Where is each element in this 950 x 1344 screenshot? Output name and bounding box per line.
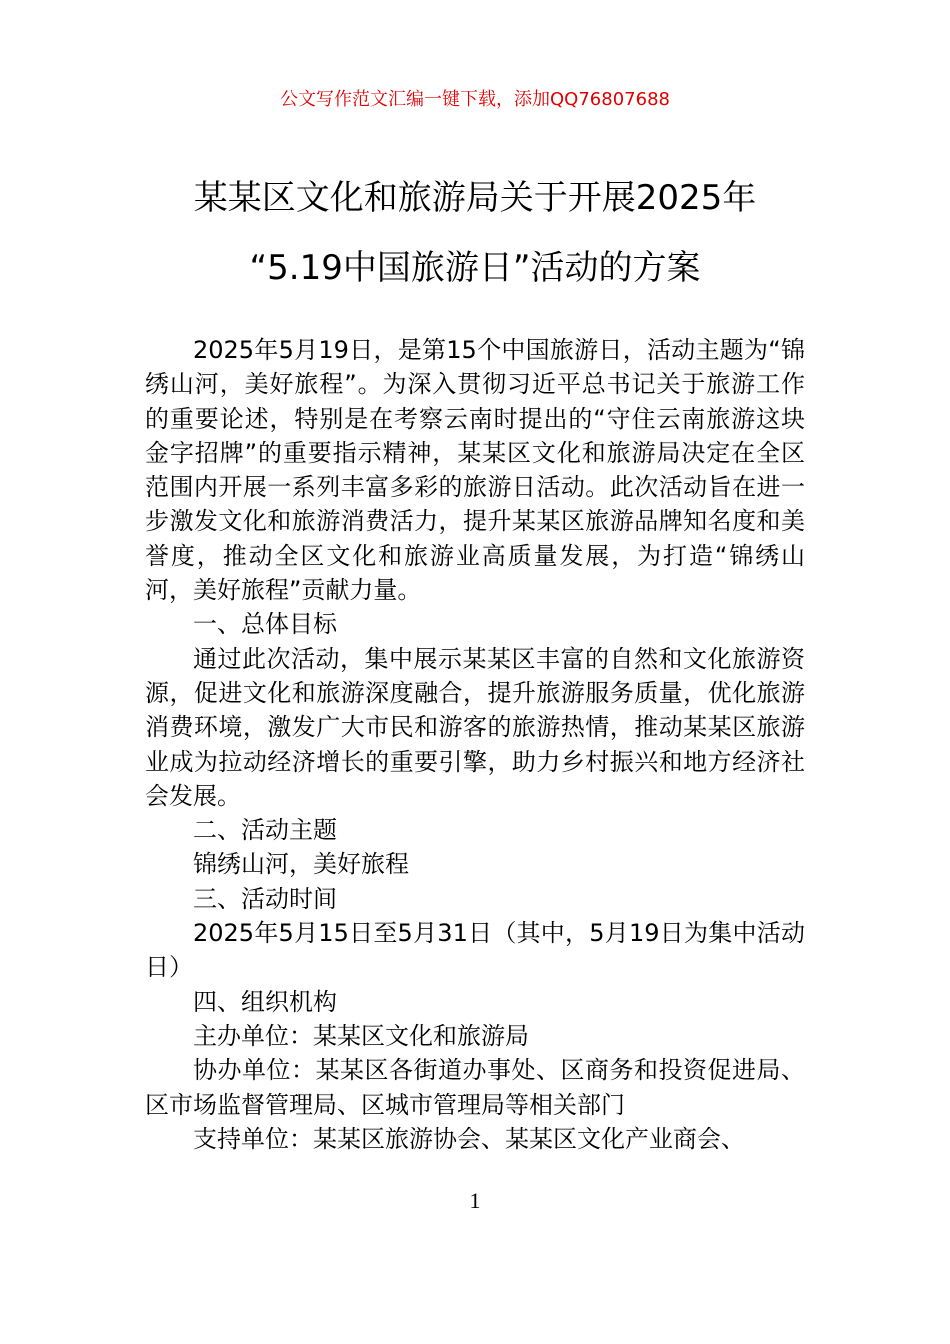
- page-number: 1: [469, 1188, 481, 1213]
- document-body: [145, 333, 805, 1156]
- co-host-paragraph: 协办单位：某某区各街道办事处、区商务和投资促进局、区市场监督管理局、区城市管理局等相关部门: [145, 1056, 805, 1119]
- section-heading-time: 三、活动时间: [193, 884, 337, 913]
- goals-paragraph: 通过此次活动，集中展示某某区丰富的自然和文化旅游资源，促进文化和旅游深度融合，提升旅游服务质量，优化旅游消费环境，激发广大市民和游客的旅游热情，推动某某区旅游业成为拉动经济增长的重要引擎，助力乡村振兴和地方经济社会发展。: [145, 644, 805, 810]
- section-heading-organization: 四、组织机构: [193, 987, 337, 1016]
- promo-banner: 公文写作范文汇编一键下载，添加QQ76807688: [280, 89, 670, 110]
- document-title-line-2: “5.19中国旅游日”活动的方案: [249, 248, 701, 288]
- support-paragraph: 支持单位：某某区旅游协会、某某区文化产业商会、: [193, 1124, 745, 1153]
- document-title-line-1: 某某区文化和旅游局关于开展2025年: [193, 178, 757, 218]
- theme-paragraph: 锦绣山河，美好旅程: [193, 850, 409, 879]
- host-paragraph: 主办单位：某某区文化和旅游局: [193, 1021, 529, 1050]
- time-paragraph: 2025年5月15日至5月31日（其中，5月19日为集中活动日）: [145, 919, 805, 982]
- intro-paragraph: 2025年5月19日，是第15个中国旅游日，活动主题为“锦绣山河，美好旅程”。为深入贯彻习近平总书记关于旅游工作的重要论述，特别是在考察云南时提出的“守住云南旅游这块金字招牌”的重要指示精神，某某区文化和旅游局决定在全区范围内开展一系列丰富多彩的旅游日活动。此次活动旨在进一步激发文化和旅游消费活力，提升某某区旅游品牌知名度和美誉度，推动全区文化和旅游业高质量发展，为打造“锦绣山河，美好旅程”贡献力量。: [145, 336, 805, 605]
- section-heading-goals: 一、总体目标: [193, 610, 337, 639]
- section-heading-theme: 二、活动主题: [193, 816, 337, 845]
